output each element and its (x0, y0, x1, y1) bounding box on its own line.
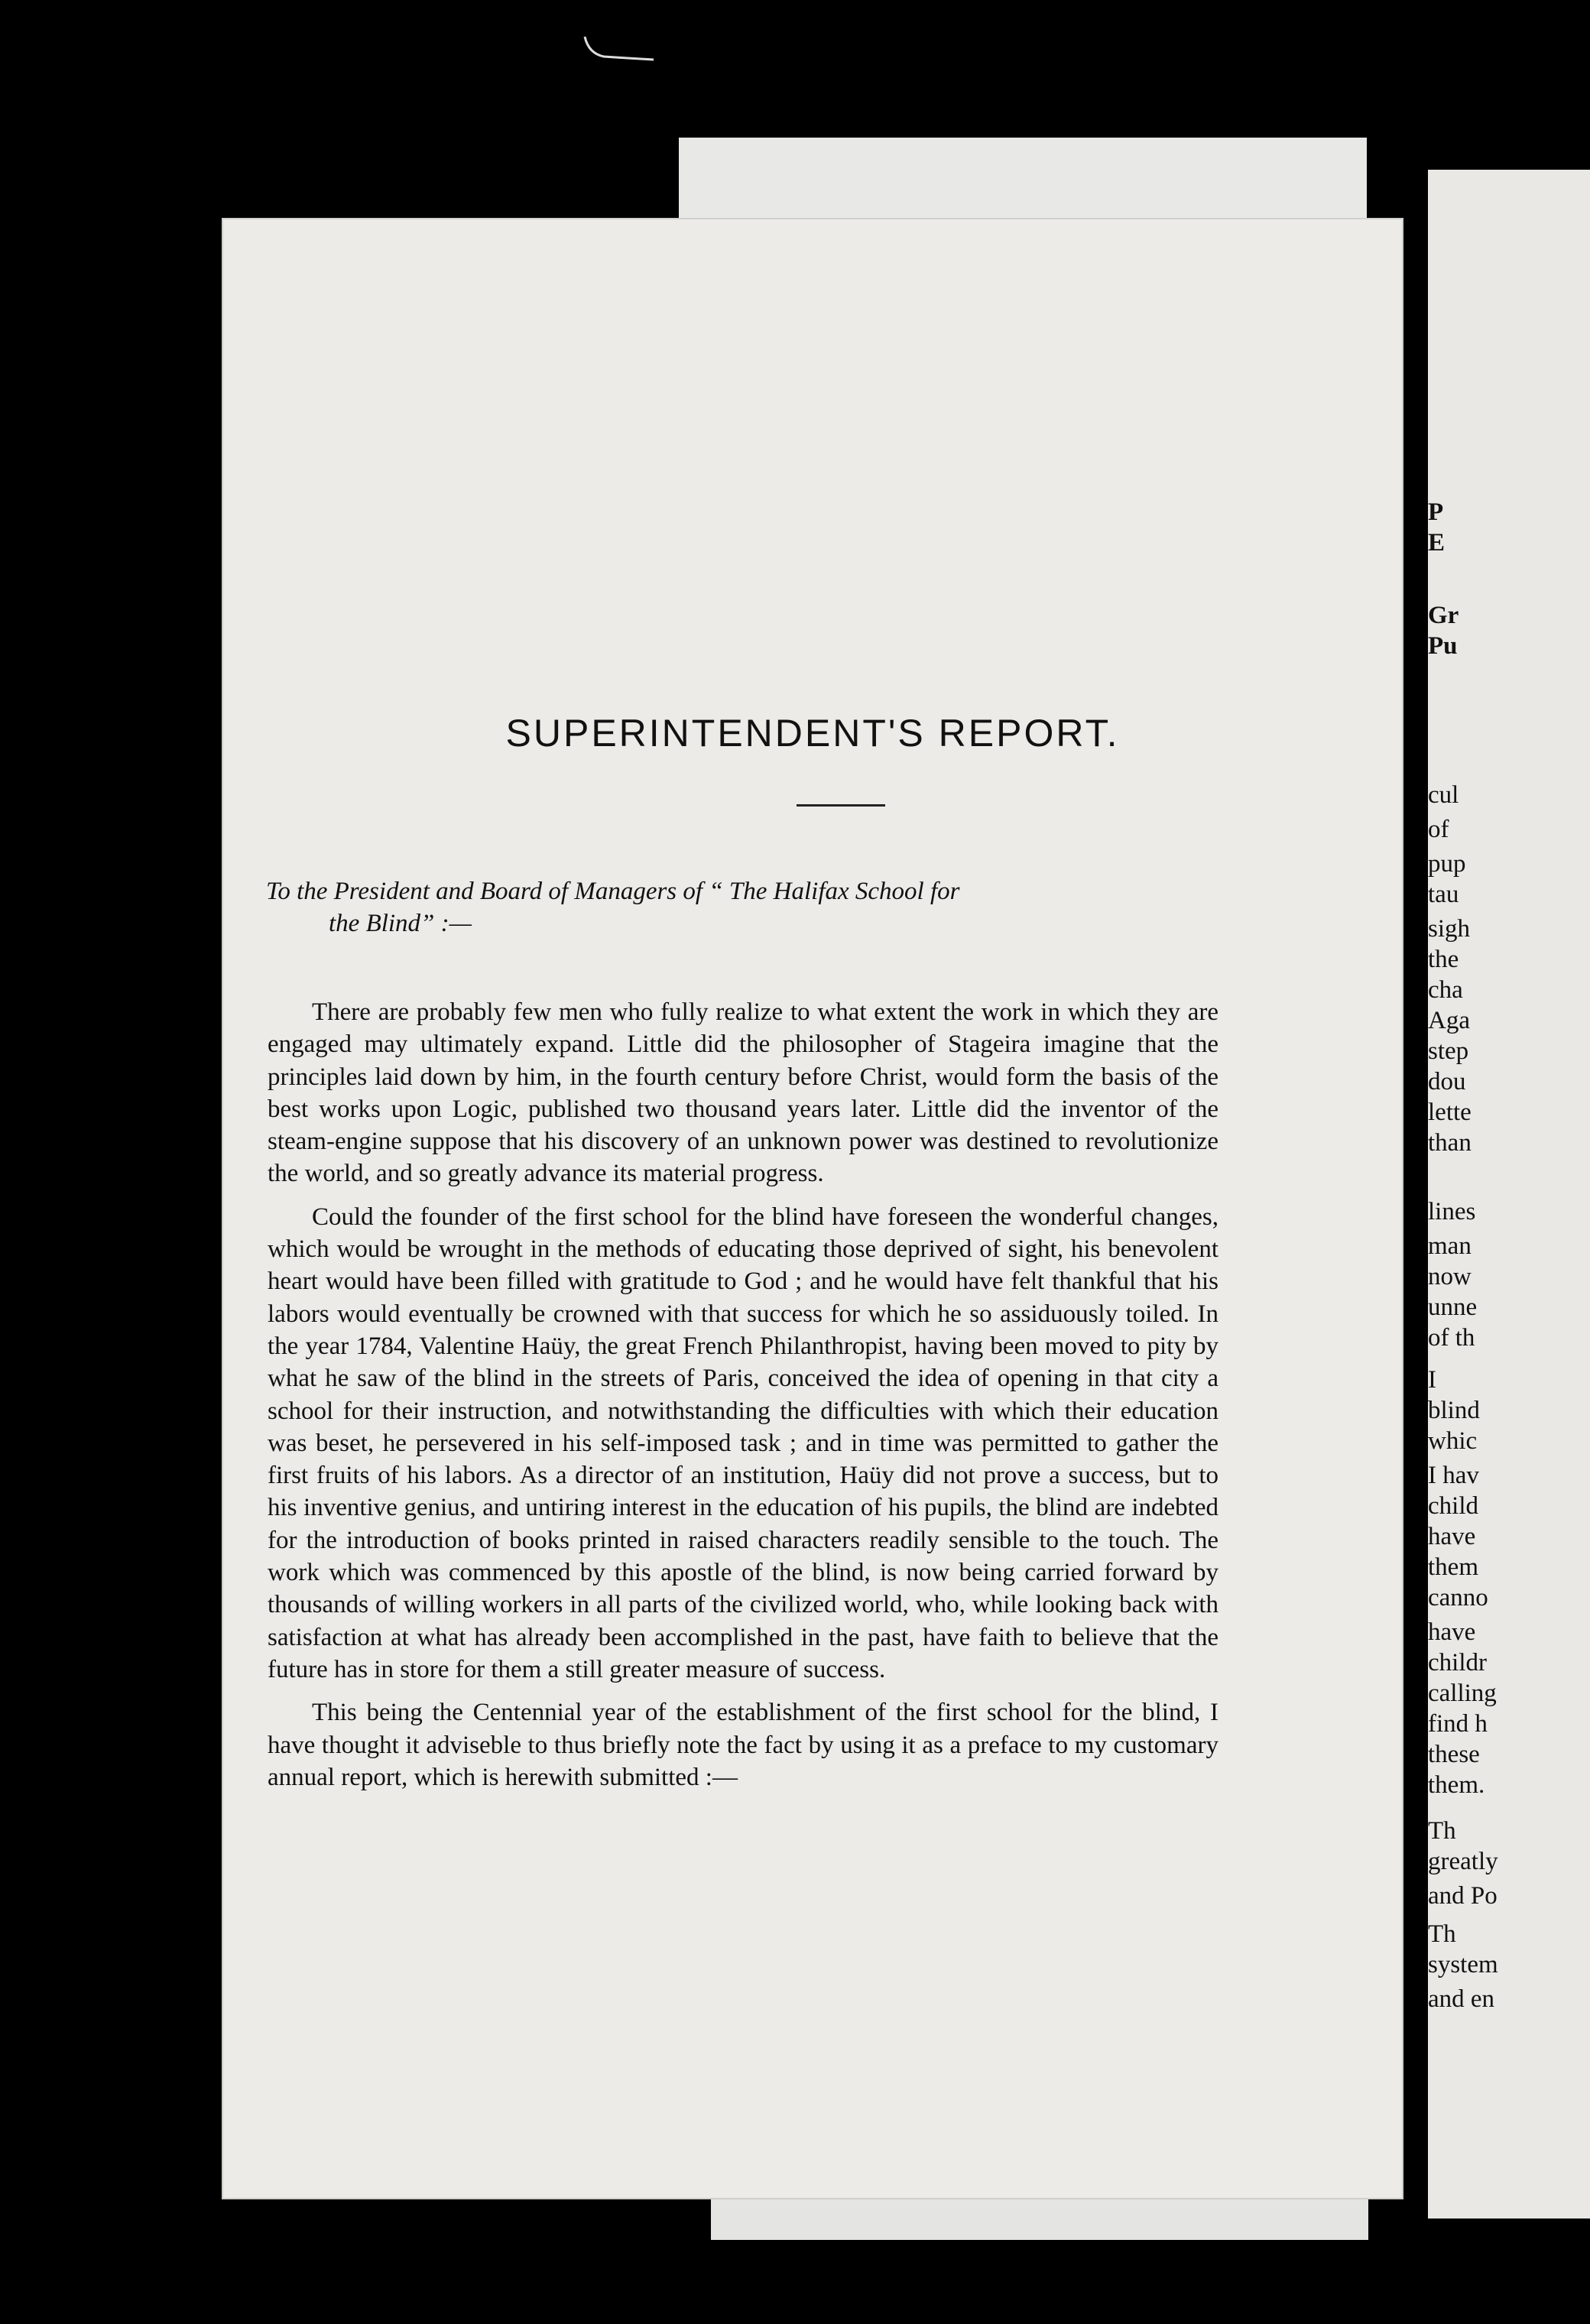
adjacent-page-fragment: of (1428, 816, 1449, 843)
adjacent-page-fragment: cha (1428, 976, 1463, 1004)
adjacent-page-fragment: than (1428, 1129, 1472, 1157)
adjacent-page-fragment: these (1428, 1741, 1480, 1768)
adjacent-page-fragment: them (1428, 1553, 1478, 1581)
adjacent-page-fragment: canno (1428, 1584, 1488, 1612)
salutation-line-1: To the President and Board of Managers of “ The Halifax School for (266, 878, 960, 905)
adjacent-page-fragment: them. (1428, 1771, 1485, 1799)
paragraph-3: This being the Centennial year of the establishment of the first school for the blind, I have thought it adviseble to thus briefly note the fact by using it as a preface to my customary annual report, which is herewith submitted :— (268, 1699, 1218, 1791)
adjacent-page-fragment: find h (1428, 1710, 1488, 1738)
adjacent-page-fragment: Th (1428, 1817, 1456, 1845)
adjacent-page-fragment: Aga (1428, 1007, 1470, 1034)
adjacent-page-fragment: man (1428, 1232, 1472, 1260)
adjacent-page-fragment: blind (1428, 1397, 1480, 1424)
adjacent-page-fragment: child (1428, 1492, 1478, 1520)
adjacent-page-fragment: childr (1428, 1649, 1487, 1676)
adjacent-page-fragment: sigh (1428, 915, 1471, 943)
adjacent-page-fragment: cul (1428, 781, 1459, 809)
adjacent-page-fragment: system (1428, 1951, 1498, 1978)
paragraph-2: Could the founder of the first school for the blind have foreseen the wonderful changes, which would be wrought in the methods of educating those deprived of sight, his benevolent heart would have been filled with gratitude to God ; and he would have felt thankful that his labors would eventually be crowned with that success for which he so assiduously toiled. In the year 1784, Valentine Haüy, the great French Philanthropist, having been moved to pity by what he saw of the blind in the streets of Paris, conceived the idea of opening in that city a school for their instruction, and notwithstanding the difficulties with which their education was beset, he persevered in his self-imposed task ; and in time was permitted to gather the first fruits of his labors. As a director of an institution, Haüy did not prove a success, but to his inventive genius, and untiring interest in the education of his pupils, the blind are indebted for the introduction of books printed in raised characters readily sensible to the touch. The work which was commenced by this apostle of the blind, is now being carried forward by thousands of willing workers in all parts of the civilized world, who, while looking back with satisfaction at what has already been accomplished in the past, have faith to believe that the future has in store for them a still greater measure of success. (268, 1203, 1218, 1683)
adjacent-page-fragment: tau (1428, 881, 1459, 908)
adjacent-page-fragment: and en (1428, 1985, 1495, 2013)
adjacent-page-fragment: pup (1428, 850, 1466, 878)
salutation (266, 875, 1260, 940)
adjacent-page-fragment: E (1428, 529, 1446, 557)
adjacent-page-fragment: I hav (1428, 1462, 1479, 1489)
adjacent-page-fragment: whic (1428, 1427, 1478, 1455)
report-body (268, 996, 1218, 1804)
adjacent-page-fragment: lette (1428, 1099, 1472, 1126)
adjacent-page-fragment: Th (1428, 1920, 1456, 1948)
adjacent-page-fragment: now (1428, 1263, 1472, 1290)
adjacent-page-fragment: and Po (1428, 1882, 1498, 1910)
adjacent-page-fragment: dou (1428, 1068, 1466, 1095)
adjacent-page-fragment: the (1428, 946, 1459, 973)
title-rule (797, 804, 885, 807)
adjacent-page-edge (1428, 170, 1590, 2219)
adjacent-page-fragment: step (1428, 1037, 1469, 1065)
salutation-line-2: the Blind” :— (329, 910, 472, 937)
adjacent-page-fragment: I (1428, 1366, 1436, 1394)
document-page (222, 218, 1403, 2199)
adjacent-page-fragment: Gr (1428, 602, 1459, 629)
adjacent-page-fragment: have (1428, 1523, 1476, 1550)
page-title: SUPERINTENDENT'S REPORT. (505, 712, 1120, 755)
adjacent-page-fragment: Pu (1428, 632, 1458, 660)
paragraph-1: There are probably few men who fully realize to what extent the work in which they are engaged may ultimately expand. Little did the philosopher of Stageira imagine that the principles laid down by him, in the fourth century before Christ, would form the basis of the best works upon Logic, published two thousand years later. Little did the inventor of the steam-engine suppose that his discovery of an unknown power was destined to revolutionize the world, and so greatly advance its material progress. (268, 998, 1218, 1188)
adjacent-page-fragment: lines (1428, 1198, 1476, 1225)
adjacent-page-fragment: calling (1428, 1680, 1497, 1707)
adjacent-page-fragment: P (1428, 498, 1444, 526)
adjacent-page-fragment: unne (1428, 1293, 1478, 1321)
adjacent-page-fragment: of th (1428, 1324, 1475, 1352)
pencil-mark (581, 31, 657, 61)
adjacent-page-fragment: have (1428, 1618, 1476, 1646)
adjacent-page-fragment: greatly (1428, 1848, 1498, 1875)
